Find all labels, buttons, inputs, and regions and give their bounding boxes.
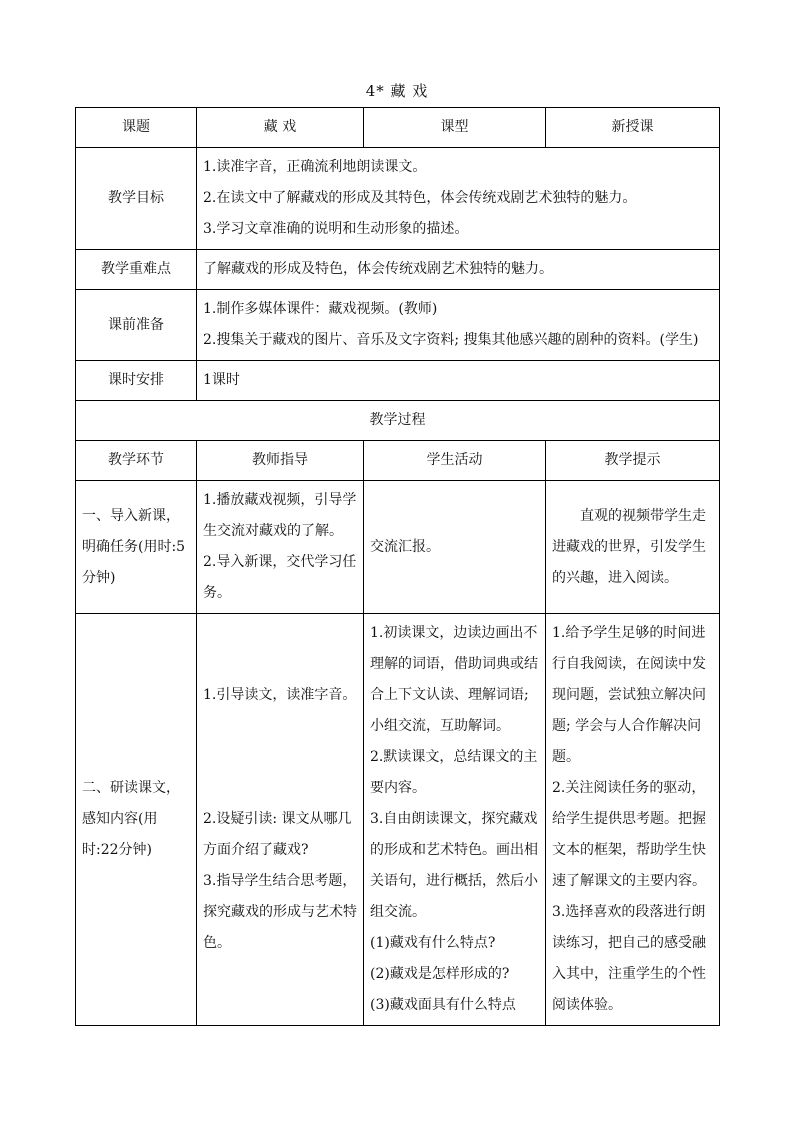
preparation-item: 2.搜集关于藏戏的图片、音乐及文字资料; 搜集其他感兴趣的剧种的资料。(学生) — [203, 332, 699, 348]
key-points-row — [76, 250, 720, 290]
stage-2-tip-item: 1.给予学生足够的时间进行自我阅读，在阅读中发现问题，尝试独立解决问题; 学会与人合作解决问题。 — [552, 625, 706, 765]
type-label: 课型 — [364, 108, 546, 148]
type-value: 新授课 — [546, 108, 720, 148]
stage-2-teacher-item: 2.设疑引读: 课文从哪几方面介绍了藏戏? — [203, 811, 352, 858]
lesson-plan-table — [75, 107, 720, 1026]
stage-2-student-item: 2.默读课文，总结课文的主要内容。 — [370, 749, 538, 796]
stage-2-student-item: 1.初读课文，边读边画出不理解的词语，借助词典或结合上下文认读、理解词语; 小组交流，互助解词。 — [370, 625, 538, 734]
key-points-value: 了解藏戏的形成及特色，体会传统戏剧艺术独特的魅力。 — [197, 250, 720, 290]
stage-1-name: 一、导入新课，明确任务(用时:5分钟) — [76, 481, 197, 614]
stage-2-tip-item: 3.选择喜欢的段落进行朗读练习，把自己的感受融入其中，注重学生的个性阅读体验。 — [552, 904, 706, 1013]
stage-2-name: 二、研读课文，感知内容(用时:22分钟) — [76, 614, 197, 1026]
stage-2-tips — [546, 614, 720, 1026]
preparation-label: 课前准备 — [76, 290, 197, 361]
stage-2-student-item: (3)藏戏面具有什么特点 — [370, 997, 516, 1013]
stage-1-teacher-item: 2.导入新课，交代学习任务。 — [203, 554, 357, 601]
process-header-row — [76, 441, 720, 481]
stage-1-student: 交流汇报。 — [364, 481, 546, 614]
stage-2-tip-item: 2.关注阅读任务的驱动，给学生提供思考题。把握文本的框架，帮助学生快速了解课文的主要内容。 — [552, 780, 706, 889]
schedule-row — [76, 361, 720, 401]
stage-2-row — [76, 614, 720, 1026]
subject-label: 课题 — [76, 108, 197, 148]
stage-2-teacher-item: 1.引导读文，读准字音。 — [203, 687, 357, 703]
stage-2-student-item: (2)藏戏是怎样形成的? — [370, 966, 510, 982]
goal-item: 1.读准字音，正确流利地朗读课文。 — [203, 159, 427, 175]
preparation-row — [76, 290, 720, 361]
key-points-label: 教学重难点 — [76, 250, 197, 290]
stage-2-student — [364, 614, 546, 1026]
stage-1-tip — [546, 481, 720, 614]
schedule-value: 1课时 — [197, 361, 720, 401]
stage-1-teacher — [197, 481, 364, 614]
column-header-tips: 教学提示 — [546, 441, 720, 481]
stage-2-student-item: 3.自由朗读课文，探究藏戏的形成和艺术特色。画出相关语句，进行概括，然后小组交流。 — [370, 811, 538, 920]
stage-1-tip-text: 直观的视频带学生走进藏戏的世界，引发学生的兴趣，进入阅读。 — [552, 507, 706, 586]
subject-value: 藏 戏 — [197, 108, 364, 148]
goal-item: 3.学习文章准确的说明和生动形象的描述。 — [203, 221, 469, 237]
preparation-content — [197, 290, 720, 361]
subject-row — [76, 108, 720, 148]
goal-item: 2.在读文中了解藏戏的形成及其特色，体会传统戏剧艺术独特的魅力。 — [203, 190, 637, 206]
stage-1-row — [76, 481, 720, 614]
stage-2-student-item: (1)藏戏有什么特点? — [370, 935, 496, 951]
goals-row — [76, 148, 720, 250]
column-header-stage: 教学环节 — [76, 441, 197, 481]
preparation-item: 1.制作多媒体课件：藏戏视频。(教师) — [203, 301, 438, 317]
goals-label: 教学目标 — [76, 148, 197, 250]
schedule-label: 课时安排 — [76, 361, 197, 401]
process-title-row — [76, 401, 720, 441]
stage-2-teacher — [197, 614, 364, 1026]
process-title: 教学过程 — [76, 401, 720, 441]
stage-2-teacher-item: 3.指导学生结合思考题，探究藏戏的形成与艺术特色。 — [203, 873, 357, 951]
goals-content — [197, 148, 720, 250]
stage-1-teacher-item: 1.播放藏戏视频，引导学生交流对藏戏的了解。 — [203, 492, 357, 539]
column-header-teacher: 教师指导 — [197, 441, 364, 481]
column-header-student: 学生活动 — [364, 441, 546, 481]
page-title: 4* 藏 戏 — [365, 82, 429, 100]
